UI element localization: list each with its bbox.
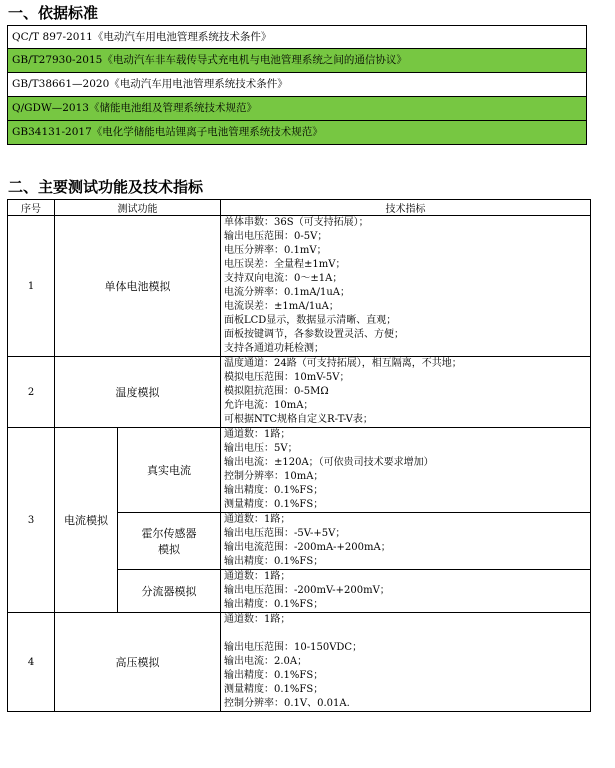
spec-line: 输出电压范围：10-150VDC； xyxy=(224,642,363,653)
row-specs xyxy=(221,216,591,357)
table-row xyxy=(8,428,591,513)
row-specs xyxy=(221,513,591,570)
spec-line xyxy=(224,627,590,641)
standard-item: QC/T 897-2011《电动汽车用电池管理系统技术条件》 xyxy=(7,25,587,49)
spec-line: 单体串数：36S（可支持拓展）； xyxy=(224,217,369,228)
spec-list xyxy=(221,428,590,512)
spec-line: 面板LCD显示，数据显示清晰、直观； xyxy=(224,315,397,326)
spec-line: 面板按键调节，各参数设置灵活、方便； xyxy=(224,329,404,340)
table-header-row xyxy=(8,200,591,216)
spec-line: 控制分辨率：0.1V、0.01A. xyxy=(224,698,350,709)
spec-line: 支持各通道功耗检测； xyxy=(224,343,324,354)
spec-line: 控制分辨率：10mA； xyxy=(224,471,324,482)
subfunction-label: 霍尔传感器 xyxy=(141,527,197,540)
row-specs xyxy=(221,357,591,428)
row-function: 单体电池模拟 xyxy=(55,216,221,357)
spec-line: 测量精度：0.1%FS； xyxy=(224,499,324,510)
spec-line: 通道数：1路； xyxy=(224,429,291,440)
standard-item: GB/T27930-2015《电动汽车非车载传导式充电机与电池管理系统之间的通信协议》 xyxy=(7,49,587,73)
spec-line: 可根据NTC规格自定义R-T-V表； xyxy=(224,414,373,425)
spec-line: 输出电压范围：-200mV-+200mV； xyxy=(224,585,390,596)
spec-line: 输出电压范围：-5V-+5V； xyxy=(224,528,346,539)
row-num: 1 xyxy=(8,216,55,357)
header-num: 序号 xyxy=(8,200,55,216)
spec-list xyxy=(221,357,590,427)
row-subfunction xyxy=(118,428,221,513)
header-spec: 技术指标 xyxy=(221,200,591,216)
row-num: 2 xyxy=(8,357,55,428)
subfunction-label: 分流器模拟 xyxy=(141,585,197,598)
spec-line: 模拟电压范围：10mV-5V； xyxy=(224,372,350,383)
row-function: 电流模拟 xyxy=(55,428,118,613)
standard-item: GB34131-2017《电化学储能电站锂离子电池管理系统技术规范》 xyxy=(7,121,587,145)
standards-list xyxy=(7,25,587,145)
spec-line: 温度通道：24路（可支持拓展），相互隔离，不共地； xyxy=(224,358,462,369)
spec-line: 输出电流：2.0A； xyxy=(224,656,308,667)
spec-line: 通道数：1路； xyxy=(224,571,291,582)
spec-line: 模拟阻抗范围：0-5MΩ xyxy=(224,386,329,397)
spec-line: 电流误差：±1mA/1uA； xyxy=(224,301,339,312)
table-row xyxy=(8,357,591,428)
section-title-standards: 一、依据标准 xyxy=(8,4,99,22)
spec-line: 输出精度：0.1%FS； xyxy=(224,670,324,681)
header-func: 测试功能 xyxy=(55,200,221,216)
spec-line: 输出电流：±120A；（可依贵司技术要求增加） xyxy=(224,457,434,468)
spec-line: 测量精度：0.1%FS； xyxy=(224,684,324,695)
row-num: 4 xyxy=(8,613,55,712)
spec-line: 通道数：1路； xyxy=(224,614,291,625)
subfunction-label: 真实电流 xyxy=(147,464,191,477)
spec-line: 输出精度：0.1%FS； xyxy=(224,485,324,496)
spec-list xyxy=(221,216,590,356)
spec-line: 电压误差：全量程±1mV； xyxy=(224,259,346,270)
spec-line: 通道数：1路； xyxy=(224,514,291,525)
spec-list xyxy=(221,570,590,612)
row-specs xyxy=(221,428,591,513)
subfunction-label: 模拟 xyxy=(158,543,180,556)
spec-line: 电压分辨率：0.1mV； xyxy=(224,245,327,256)
spec-line: 电流分辨率：0.1mA/1uA； xyxy=(224,287,351,298)
spec-line: 允许电流：10mA； xyxy=(224,400,314,411)
row-subfunction xyxy=(118,570,221,613)
spec-line: 输出电压：5V； xyxy=(224,443,298,454)
table-row xyxy=(8,216,591,357)
row-specs xyxy=(221,613,591,712)
table-row xyxy=(8,613,591,712)
spec-line: 输出精度：0.1%FS； xyxy=(224,599,324,610)
standard-item: GB/T38661—2020《电动汽车用电池管理系统技术条件》 xyxy=(7,73,587,97)
row-specs xyxy=(221,570,591,613)
row-function: 高压模拟 xyxy=(55,613,221,712)
spec-line: 输出电压范围：0-5V； xyxy=(224,231,328,242)
spec-table xyxy=(7,199,591,712)
spec-list xyxy=(221,513,590,569)
section-title-functions: 二、主要测试功能及技术指标 xyxy=(8,178,204,196)
spec-line: 输出精度：0.1%FS； xyxy=(224,556,324,567)
spec-line: 输出电流范围：-200mA-+200mA； xyxy=(224,542,391,553)
spec-list xyxy=(221,613,590,711)
row-function: 温度模拟 xyxy=(55,357,221,428)
spec-line: 支持双向电流：0～±1A； xyxy=(224,273,343,284)
row-subfunction xyxy=(118,513,221,570)
row-num: 3 xyxy=(8,428,55,613)
standard-item: Q/GDW—2013《储能电池组及管理系统技术规范》 xyxy=(7,97,587,121)
